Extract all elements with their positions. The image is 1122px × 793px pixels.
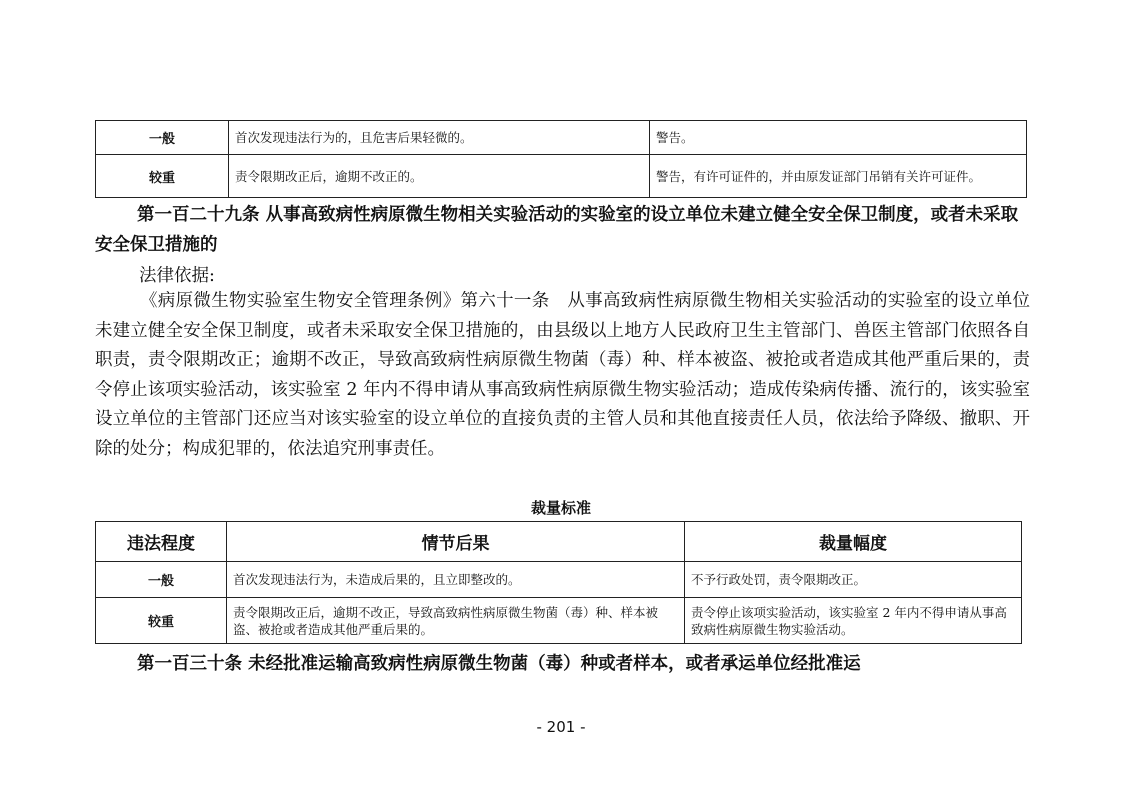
column-header: 情节后果 bbox=[227, 522, 685, 562]
circumstance-cell: 责令限期改正后，逾期不改正的。 bbox=[229, 155, 650, 198]
legal-basis-label: 法律依据: bbox=[139, 266, 215, 286]
level-cell: 一般 bbox=[96, 562, 227, 598]
circumstance-cell: 首次发现违法行为的，且危害后果轻微的。 bbox=[229, 121, 650, 155]
level-cell: 较重 bbox=[96, 155, 229, 198]
article-129-title: 第一百二十九条 从事高致病性病原微生物相关实验活动的实验室的设立单位未建立健全安全保卫制度，或者未采取安全保卫措施的 bbox=[95, 205, 1019, 255]
table-row bbox=[96, 562, 1022, 598]
penalty-cell: 不予行政处罚，责令限期改正。 bbox=[685, 562, 1022, 598]
discretion-standard-title: 裁量标准 bbox=[530, 499, 591, 517]
table-row bbox=[96, 121, 1027, 155]
penalty-cell: 警告。 bbox=[650, 121, 1027, 155]
circumstance-cell: 责令限期改正后，逾期不改正，导致高致病性病原微生物菌（毒）种、样本被盗、被抢或者造成其他严重后果的。 bbox=[227, 598, 685, 644]
discretion-standard-table bbox=[95, 521, 1022, 644]
table-row bbox=[96, 155, 1027, 198]
table-header-row bbox=[96, 522, 1022, 562]
page-number: - 201 - bbox=[536, 718, 586, 736]
column-header: 裁量幅度 bbox=[685, 522, 1022, 562]
level-cell: 较重 bbox=[96, 598, 227, 644]
article-130-title: 第一百三十条 未经批准运输高致病性病原微生物菌（毒）种或者样本，或者承运单位经批准运 bbox=[137, 654, 861, 674]
level-cell: 一般 bbox=[96, 121, 229, 155]
circumstance-cell: 首次发现违法行为，未造成后果的，且立即整改的。 bbox=[227, 562, 685, 598]
legal-basis-text: 《病原微生物实验室生物安全管理条例》第六十一条 从事高致病性病原微生物相关实验活动的实验室的设立单位未建立健全安全保卫制度，或者未采取安全保卫措施的，由县级以上地方人民政府卫生主管部门、兽医主管部门依照各自职责，责令限期改正；逾期不改正，导致高致病性病原微生物菌（毒）种、样本被盗、被抢或者造成其他严重后果的，责令停止该项实验活动，该实验室 2 年内不得申请从事高致病性病原微生物实验活动；造成传染病传播、流行的，该实验室设立单位的主管部门还应当对该实验室的设立单位的直接负责的主管人员和其他直接责任人员，依法给予降级、撤职、开除的处分；构成犯罪的，依法追究刑事责任。 bbox=[95, 291, 1030, 459]
penalty-cell: 责令停止该项实验活动，该实验室 2 年内不得申请从事高致病性病原微生物实验活动。 bbox=[685, 598, 1022, 644]
column-header: 违法程度 bbox=[96, 522, 227, 562]
penalty-table-continued bbox=[95, 120, 1027, 198]
penalty-cell: 警告，有许可证件的，并由原发证部门吊销有关许可证件。 bbox=[650, 155, 1027, 198]
table-row bbox=[96, 598, 1022, 644]
